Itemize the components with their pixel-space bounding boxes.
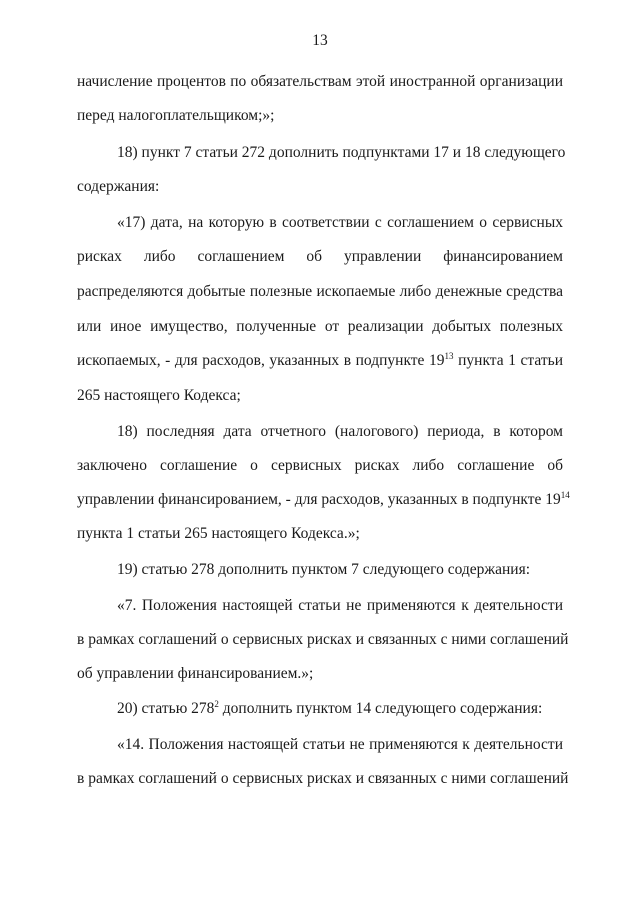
text-line: «7. Положения настоящей статьи не применяются к деятельности — [117, 597, 563, 614]
text-segment: управлении финансированием, - для расходов, указанных в подпункте 19 — [77, 491, 561, 508]
text-line: рисках либо соглашением об управлении финансированием — [77, 248, 563, 265]
text-line: содержания: — [77, 178, 160, 195]
text-line: в рамках соглашений о сервисных рисках и связанных с ними соглашений — [77, 631, 569, 648]
superscript: 14 — [560, 490, 570, 500]
text-line — [77, 699, 563, 719]
text-segment: 20) статью 278 — [117, 700, 215, 717]
text-line: пункта 1 статьи 265 настоящего Кодекса.»; — [77, 525, 360, 542]
text-line: заключено соглашение о сервисных рисках либо соглашение об — [77, 457, 563, 474]
text-line: 19) статью 278 дополнить пунктом 7 следующего содержания: — [117, 561, 531, 578]
text-segment: пункта 1 статьи — [453, 352, 563, 369]
text-line: начисление процентов по обязательствам этой иностранной организации — [77, 73, 563, 90]
text-segment: ископаемых, - для расходов, указанных в подпункте 19 — [77, 352, 445, 369]
text-segment: дополнить пунктом 14 следующего содержания: — [218, 700, 543, 717]
superscript: 2 — [214, 699, 219, 709]
page-number: 13 — [312, 32, 328, 49]
text-line: «17) дата, на которую в соответствии с соглашением о сервисных — [117, 214, 563, 231]
text-line — [77, 351, 563, 371]
text-line: или иное имущество, полученные от реализации добытых полезных — [77, 318, 563, 335]
text-line: «14. Положения настоящей статьи не применяются к деятельности — [117, 736, 563, 753]
superscript: 13 — [444, 351, 454, 361]
text-line: распределяются добытые полезные ископаемые либо денежные средства — [77, 283, 563, 300]
text-line: об управлении финансированием.»; — [77, 665, 314, 682]
text-line: 18) последняя дата отчетного (налогового) периода, в котором — [117, 423, 563, 440]
text-line: в рамках соглашений о сервисных рисках и связанных с ними соглашений — [77, 770, 569, 787]
text-line: 265 настоящего Кодекса; — [77, 387, 241, 404]
text-line: 18) пункт 7 статьи 272 дополнить подпунктами 17 и 18 следующего — [117, 144, 566, 161]
text-line — [77, 490, 570, 510]
text-line: перед налогоплательщиком;»; — [77, 107, 275, 124]
